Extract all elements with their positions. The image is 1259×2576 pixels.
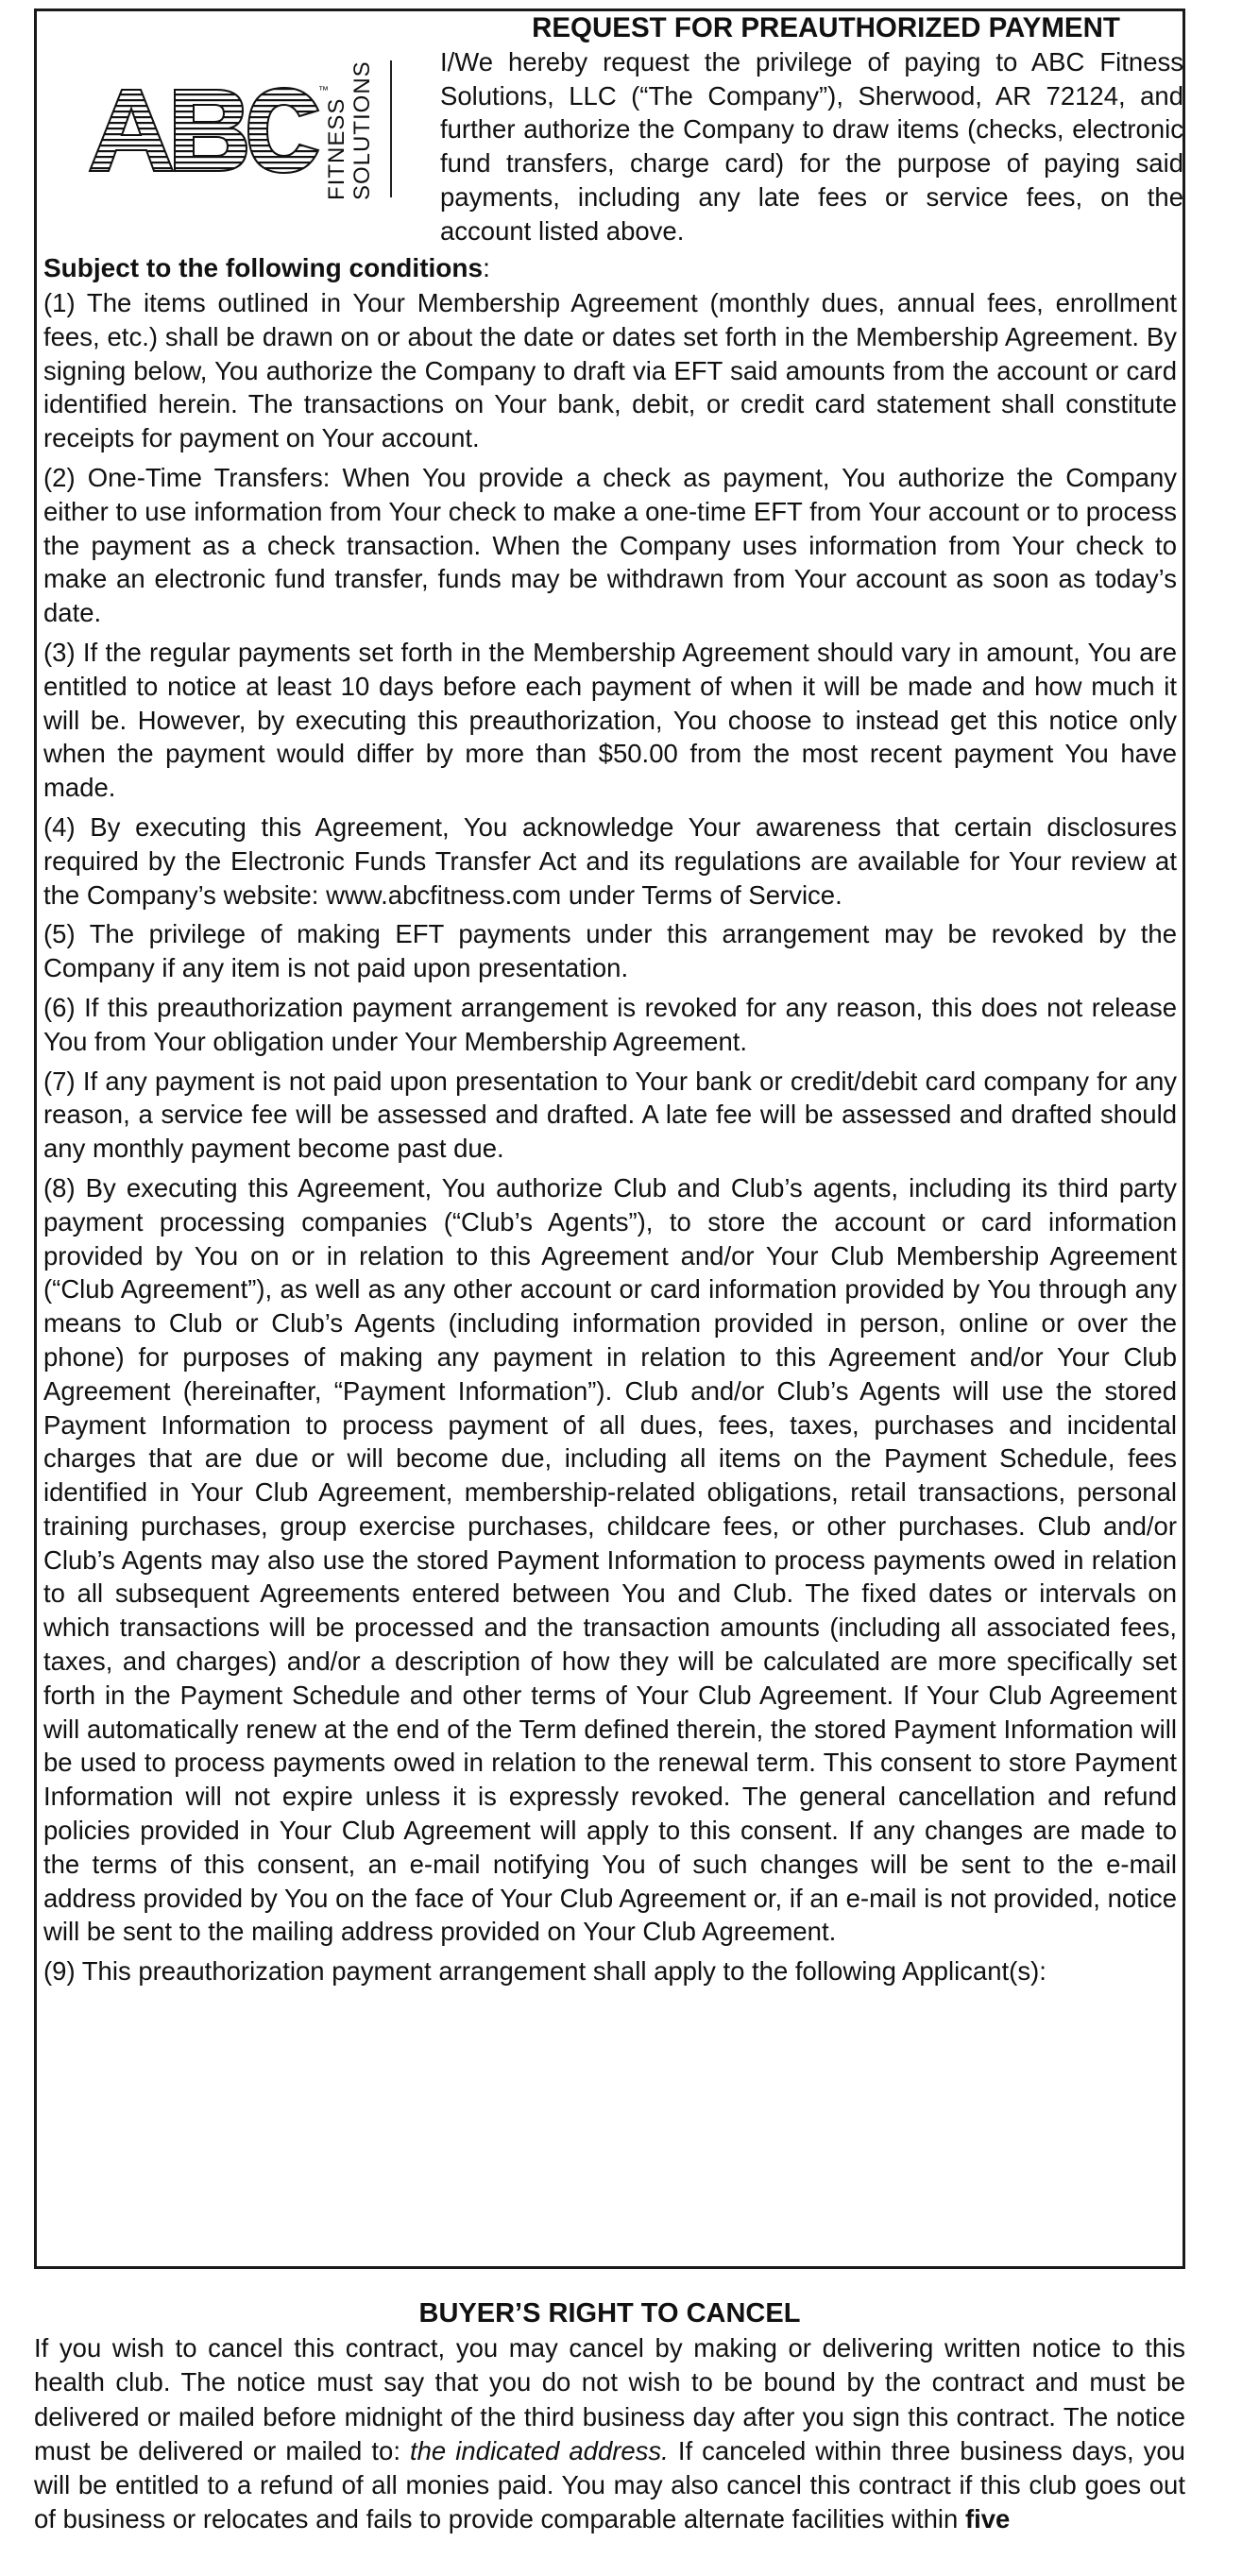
- logo-divider: [390, 60, 392, 197]
- conditions-heading: Subject to the following conditions: [43, 253, 484, 282]
- authorization-statement: I/We hereby request the privilege of paying to ABC Fitness Solutions, LLC (“The Company”), Sherwood, AR 72124, and further authorize the Company to draw items (checks, electronic fund transfers, charge card) for the purpose of paying said payments, including any late fees or service fees, on the account listed above.: [440, 47, 1183, 246]
- form-title: REQUEST FOR PREAUTHORIZED PAYMENT: [532, 12, 1120, 43]
- abc-logo-icon: [86, 82, 322, 177]
- logo-tagline-solutions: SOLUTIONS: [349, 60, 375, 200]
- cancel-text-part-2: If canceled within three business days, you will be entitled to a refund of all monies paid. You may also cancel this contract if this club goes out of business or relocates and fails to provide comparable alternate facilities within: [34, 2435, 1185, 2534]
- condition-item-8: (8) By executing this Agreement, You authorize Club and Club’s agents, including its third party payment processing companies (“Club’s Agents”), to store the account or card information provided by You on or in relation to this Agreement and/or Your Club Membership Agreement (“Club Agreement”), as well as any other account or card information provided by You through any means to Club or Club’s Agents (including information provided in person, online or over the phone) for purposes of making any payment in relation to this Agreement and/or Your Club Agreement (hereinafter, “Payment Information”). Club and/or Club’s Agents will use the stored Payment Information to process payment of all dues, fees, taxes, purchases and incidental charges that are due or will become due, including all items on the Payment Schedule, fees identified in Your Club Agreement, membership-related obligations, retail transactions, personal training purchases, group exercise purchases, childcare fees, or other purchases. Club and/or Club’s Agents may also use the stored Payment Information to process payments owed in relation to all subsequent Agreements entered between You and Club. The fixed dates or intervals on which transactions will be processed and the transaction amounts (including all associated fees, taxes, and charges) and/or a description of how they will be calculated are more specifically set forth in the Payment Schedule and other terms of Your Club Agreement. If Your Club Agreement will automatically renew at the end of the Term defined therein, the stored Payment Information will be used to process payments owed in relation to the renewal term. This consent to store Payment Information will not expire unless it is expressly revoked. The general cancellation and refund policies provided in Your Club Agreement will apply to this consent. If any changes are made to the terms of this consent, an e-mail notifying You of such changes will be sent to the e-mail address provided by You on the face of Your Club Agreement or, if an e-mail is not provided, notice will be sent to the mailing address provided on Your Club Agreement.: [43, 1172, 1177, 1947]
- condition-item-3: (3) If the regular payments set forth in the Membership Agreement should vary in amount, You are entitled to notice at least 10 days before each payment of when it will be made and how much it will be. However, by executing this preauthorization, You choose to instead get this notice only when the payment would differ by more than $50.00 from the most recent payment You have made.: [43, 637, 1177, 803]
- condition-item-6: (6) If this preauthorization payment arrangement is revoked for any reason, this does not release You from Your obligation under Your Membership Agreement.: [43, 992, 1177, 1056]
- form-header: [37, 11, 1183, 246]
- cancel-text-part-1: If you wish to cancel this contract, you may cancel by making or delivering written notice to this health club. The notice must say that you do not wish to be bound by the contract and must be delivered or mailed before midnight of the third business day after you sign this contract. The notice must be delivered or mailed to:: [34, 2333, 1185, 2465]
- conditions-section: [43, 252, 1177, 1994]
- conditions-heading-colon: :: [483, 253, 490, 282]
- condition-item-4: (4) By executing this Agreement, You acknowledge Your awareness that certain disclosures required by the Electronic Funds Transfer Act and its regulations are available for Your review at the Company’s website: www.abcfitness.com under Terms of Service.: [43, 811, 1177, 910]
- condition-item-5: (5) The privilege of making EFT payments under this arrangement may be revoked by the Company if any item is not paid upon presentation.: [43, 919, 1177, 983]
- conditions-heading-line: [43, 252, 1177, 284]
- condition-item-7: (7) If any payment is not paid upon presentation to Your bank or credit/debit card company for any reason, a service fee will be assessed and drafted. A late fee will be assessed and drafted should any monthly payment become past due.: [43, 1066, 1177, 1164]
- right-to-cancel-text: [34, 2331, 1185, 2537]
- cancel-text-bold-tail: five: [964, 2504, 1011, 2534]
- preauthorized-payment-form: [34, 9, 1185, 2269]
- right-to-cancel-title: BUYER’S RIGHT TO CANCEL: [418, 2298, 801, 2329]
- cancel-text-address: the indicated address.: [409, 2435, 669, 2465]
- condition-item-2: (2) One-Time Transfers: When You provide a check as payment, You authorize the Company either to use information from Your check to make a one-time EFT from Your account or to process the payment as a check transaction. When the Company uses information from Your check to make an electronic fund transfer, funds may be withdrawn from Your account as soon as today’s date.: [43, 462, 1177, 628]
- company-logo: [86, 49, 426, 210]
- right-to-cancel-section: [34, 2297, 1185, 2537]
- condition-item-9: (9) This preauthorization payment arrangement shall apply to the following Applicant(s):: [43, 1956, 1046, 1987]
- condition-item-1: (1) The items outlined in Your Membership Agreement (monthly dues, annual fees, enrollment fees, etc.) shall be drawn on or about the date or dates set forth in the Membership Agreement. By signing below, You authorize the Company to draft via EFT said amounts from the account or card identified herein. The transactions on Your bank, debit, or credit card statement shall constitute receipts for payment on Your account.: [43, 288, 1177, 453]
- logo-tagline-fitness: FITNESS: [324, 97, 349, 200]
- header-text-block: [440, 13, 1183, 247]
- logo-tagline: [324, 60, 375, 200]
- logo-trademark: ™: [318, 85, 329, 96]
